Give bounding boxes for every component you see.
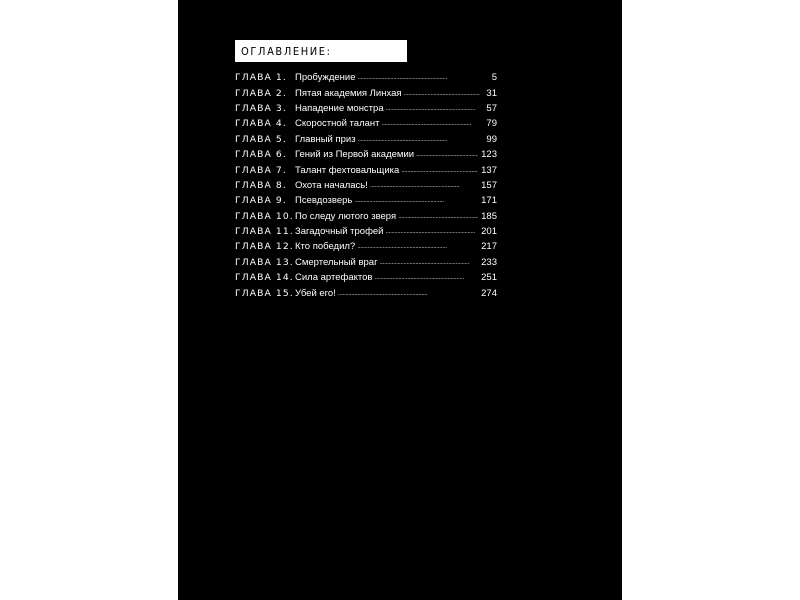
- toc-entry-5: [235, 132, 497, 147]
- chapter-title: Гений из Первой академии: [295, 149, 415, 161]
- chapter-title: Псевдозверь: [295, 195, 353, 207]
- chapter-page-number: 201: [481, 226, 497, 238]
- chapter-label: ГЛАВА 4.: [235, 118, 287, 130]
- dot-leader: [358, 74, 480, 81]
- toc-entry-4: [235, 116, 497, 131]
- chapter-label: ГЛАВА 6.: [235, 149, 287, 161]
- chapter-label: ГЛАВА 14.: [235, 272, 294, 284]
- chapter-page-number: 79: [486, 118, 497, 130]
- chapter-page-number: 5: [491, 72, 497, 84]
- chapter-page-number: 99: [486, 133, 497, 145]
- toc-entry-7: [235, 162, 497, 177]
- dot-leader: [401, 167, 478, 174]
- chapter-title: Талант фехтовальщика: [295, 164, 400, 176]
- chapter-label: ГЛАВА 11.: [235, 226, 294, 238]
- dot-leader: [380, 259, 479, 266]
- toc-entry-1: [235, 70, 497, 85]
- toc-heading-box: [235, 40, 407, 62]
- toc-entry-10: [235, 209, 497, 224]
- dot-leader: [386, 105, 480, 112]
- toc-entry-13: [235, 255, 497, 270]
- chapter-page-number: 251: [481, 272, 497, 284]
- chapter-page-number: 31: [486, 87, 497, 99]
- chapter-page-number: 233: [481, 256, 497, 268]
- chapter-page-number: 171: [481, 195, 497, 207]
- toc-entry-12: [235, 239, 497, 254]
- dot-leader: [398, 213, 478, 220]
- toc-entry-11: [235, 224, 497, 239]
- chapter-label: ГЛАВА 13.: [235, 256, 294, 268]
- chapter-page-number: 157: [481, 179, 497, 191]
- toc-heading: ОГЛАВЛЕНИЕ:: [241, 44, 332, 58]
- chapter-title: Сила артефактов: [295, 272, 373, 284]
- book-page: [178, 0, 622, 600]
- chapter-label: ГЛАВА 1.: [235, 72, 287, 84]
- chapter-label: ГЛАВА 12.: [235, 241, 294, 253]
- chapter-label: ГЛАВА 9.: [235, 195, 287, 207]
- table-of-contents: [235, 70, 497, 301]
- toc-entry-9: [235, 193, 497, 208]
- chapter-page-number: 185: [481, 210, 497, 222]
- chapter-title: Загадочный трофей: [295, 226, 384, 238]
- dot-leader: [370, 182, 478, 189]
- chapter-page-number: 274: [481, 287, 497, 299]
- chapter-page-number: 217: [481, 241, 497, 253]
- chapter-title: Смертельный враг: [295, 256, 378, 268]
- dot-leader: [358, 136, 480, 143]
- chapter-label: ГЛАВА 10.: [235, 210, 294, 222]
- chapter-label: ГЛАВА 15.: [235, 287, 294, 299]
- toc-entry-2: [235, 85, 497, 100]
- chapter-title: Кто победил?: [295, 241, 356, 253]
- dot-leader: [338, 290, 478, 297]
- chapter-title: Главный приз: [295, 133, 356, 145]
- chapter-page-number: 123: [481, 149, 497, 161]
- chapter-label: ГЛАВА 8.: [235, 179, 287, 191]
- dot-leader: [416, 151, 478, 158]
- chapter-title: Нападение монстра: [295, 102, 384, 114]
- toc-entry-6: [235, 147, 497, 162]
- chapter-title: Скоростной талант: [295, 118, 380, 130]
- toc-entry-3: [235, 101, 497, 116]
- dot-leader: [382, 120, 480, 127]
- chapter-title: Пятая академия Линхая: [295, 87, 402, 99]
- chapter-label: ГЛАВА 3.: [235, 102, 287, 114]
- chapter-title: Охота началась!: [295, 179, 368, 191]
- chapter-label: ГЛАВА 5.: [235, 133, 287, 145]
- chapter-title: По следу лютого зверя: [295, 210, 397, 222]
- chapter-page-number: 57: [486, 102, 497, 114]
- dot-leader: [404, 90, 480, 97]
- chapter-label: ГЛАВА 7.: [235, 164, 287, 176]
- toc-entry-14: [235, 270, 497, 285]
- chapter-title: Пробуждение: [295, 72, 356, 84]
- dot-leader: [354, 197, 478, 204]
- dot-leader: [374, 274, 478, 281]
- chapter-title: Убей его!: [295, 287, 336, 299]
- toc-entry-15: [235, 285, 497, 300]
- dot-leader: [385, 228, 478, 235]
- toc-entry-8: [235, 178, 497, 193]
- chapter-label: ГЛАВА 2.: [235, 87, 287, 99]
- dot-leader: [357, 243, 478, 250]
- chapter-page-number: 137: [481, 164, 497, 176]
